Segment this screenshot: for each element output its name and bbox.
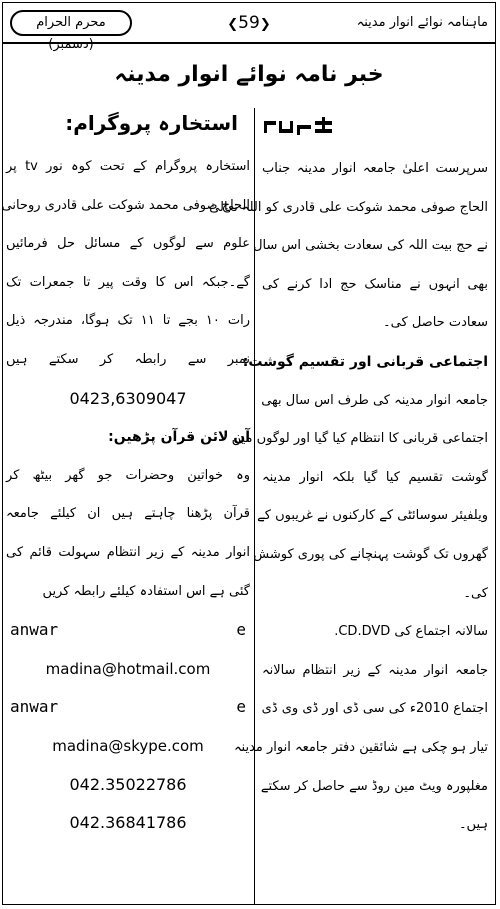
text-line: جامعہ انوار مدینہ کے زیر انتظام سالانہ	[262, 662, 488, 678]
text-line: گوشت تقسیم کیا گیا بلکہ انوار مدینہ	[262, 469, 488, 485]
subheading: اجتماعی قربانی اور تقسیم گوشت:	[242, 353, 488, 370]
text-line: الحاج صوفی محمد شوکت علی قادری کو اللہ تعالیٰ	[209, 199, 488, 215]
page-number	[207, 11, 291, 35]
text-line: گھروں تک گوشت پہنچانے کی پوری کوشش	[253, 546, 488, 562]
text-line: جامعہ انوار مدینہ کی طرف اس سال بھی	[261, 392, 488, 408]
ornament-right-icon: ❯	[259, 17, 271, 32]
text-line: بھی انہوں نے مناسک حج ادا کرنے کی	[262, 276, 488, 292]
phone-number: 042.35022786	[69, 774, 187, 794]
hajj-logo-icon	[262, 115, 334, 137]
text-line: نمبر سے رابطہ کر سکتے ہیں	[6, 351, 250, 367]
text-line: نے حج بیت اللہ کی سعادت بخشی اس سال	[253, 238, 488, 254]
text-line: ویلفیئر سوسائٹی کے کارکنوں نے غریبوں کے	[257, 508, 488, 524]
email-address: madina@skype.com	[52, 736, 204, 755]
left-column	[209, 150, 488, 845]
text-line: گے۔جبکہ اس کا وقت پیر تا جمعرات تک	[6, 274, 250, 290]
text-line: اجتماعی قربانی کا انتظام کیا گیا اور لوگوں میں	[231, 431, 488, 447]
text-line: وہ خواتین وحضرات جو گھر بیٹھ کر	[6, 467, 250, 483]
right-column	[1, 148, 251, 843]
page-header	[2, 2, 496, 52]
text-line: تیار ہو چکی ہے شائقین دفتر جامعہ انوار مدینہ	[233, 739, 488, 755]
text-line: اجتماع 2010ء کی سی ڈی اور ڈی وی ڈی	[261, 701, 488, 717]
text-line: الحاج صوفی محمد شوکت علی قادری روحانی	[1, 197, 250, 213]
subheading: آن لائن قرآن پڑھیں:	[108, 429, 250, 446]
page-title: خبر نامہ نوائے انوار مدینہ	[114, 62, 384, 87]
text-line: انوار مدینہ کے زیر انتظام سہولت قائم کی	[6, 544, 250, 560]
text-line: سعادت حاصل کی۔	[383, 315, 488, 331]
phone-number: 042.36841786	[69, 813, 187, 833]
text-line: استخارہ پروگرام کے تحت کوہ نور tv پر	[6, 159, 250, 174]
email-prefix: anwar e	[10, 620, 246, 640]
text-line: کی۔	[463, 585, 488, 601]
text-line: علوم سے لوگوں کے مسائل حل فرمائیں	[6, 236, 250, 252]
header-date-badge: محرم الحرام (دسمبر)	[10, 10, 132, 36]
email-prefix: anwar e	[10, 697, 246, 717]
magazine-name: ماہنامہ نوائے انوار مدینہ	[356, 15, 488, 30]
text-line: قرآن پڑھنا چاہتے ہیں ان کیلئے جامعہ	[6, 506, 250, 522]
phone-number: 0423,6309047	[69, 388, 187, 408]
text-line: گئی ہے اس استفادہ کیلئے رابطہ کریں	[42, 583, 250, 599]
subheading: سالانہ اجتماع کی CD.DVD.	[334, 624, 488, 640]
email-address: madina@hotmail.com	[45, 659, 211, 678]
text-line: سرپرست اعلیٰ جامعہ انوار مدینہ جناب	[262, 161, 488, 176]
text-line: رات ۱۰ بجے تا ۱۱ تک ہوگا، مندرجہ ذیل	[6, 313, 251, 329]
right-column-heading: استخارہ پروگرام:	[65, 111, 238, 135]
text-line: مغلپورہ ویٹ مین روڈ سے حاصل کر سکتے	[260, 778, 488, 794]
text-line: ہیں۔	[458, 817, 488, 833]
hajj-logo	[262, 116, 332, 136]
page-number-value: 59	[238, 13, 260, 33]
ornament-left-icon: ❮	[227, 17, 239, 32]
